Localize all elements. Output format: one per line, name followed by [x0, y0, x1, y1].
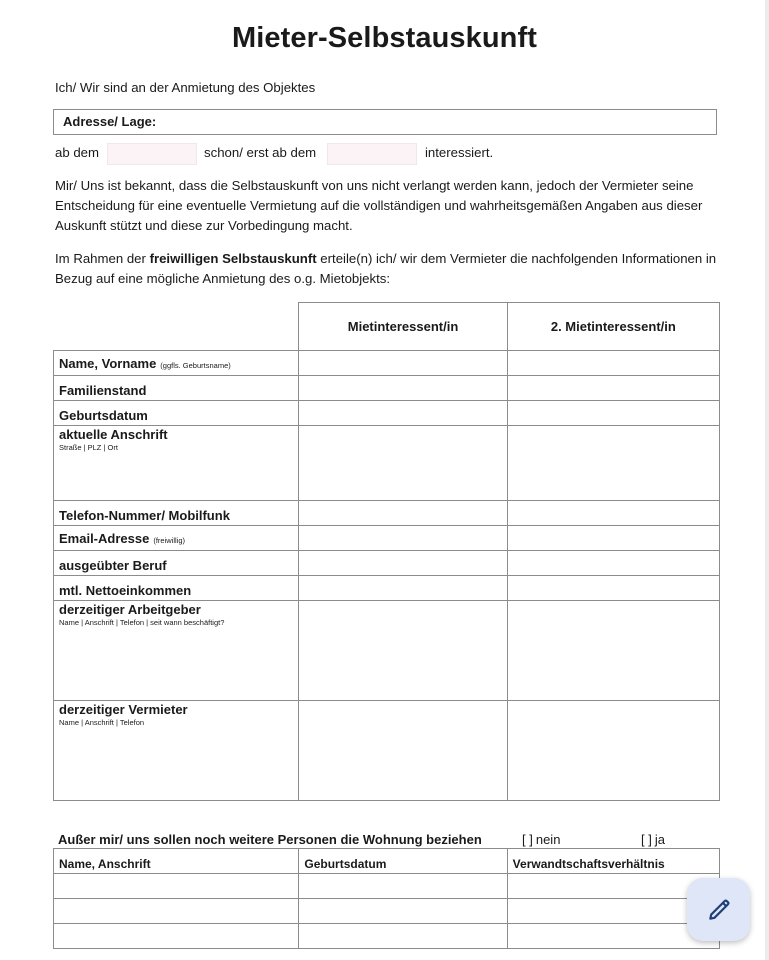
row-label-employer: [54, 601, 299, 701]
row-label-birth: [54, 401, 299, 426]
job-label: ausgeübter Beruf: [59, 558, 167, 573]
column-header-tenant-1: Mietinteressent/in: [299, 303, 507, 351]
disclaimer-paragraph: Mir/ Uns ist bekannt, dass die Selbstauskunft von uns nicht verlangt werden kann, jedoch der Vermieter seine Entscheidung für eine eventuelle Vermietung auf die vollständigen und wahrheitsgemäßen Angaben aus dieser Auskunft stützt und diese zur Vorbedingung macht.: [55, 178, 703, 233]
column-header-tenant-2: 2. Mietinteressent/in: [507, 303, 719, 351]
row-label-family: [54, 376, 299, 401]
page-title: Mieter-Selbstauskunft: [231, 22, 538, 54]
tenant-1-landlord-cell[interactable]: [299, 701, 507, 801]
landlord-label: derzeitiger Vermieter: [59, 702, 188, 717]
row-label-job: [54, 551, 299, 576]
household-question-line: [58, 831, 718, 849]
table-row: [54, 899, 720, 924]
table-row: [54, 601, 720, 701]
tenant-2-job-cell[interactable]: [507, 551, 719, 576]
tenant-2-family-cell[interactable]: [507, 376, 719, 401]
person-1-name-cell[interactable]: [54, 874, 299, 899]
date-line: [55, 143, 720, 165]
start-date-input[interactable]: [327, 143, 417, 165]
table-row: [54, 551, 720, 576]
option-no[interactable]: [522, 832, 560, 847]
tenant-1-name-cell[interactable]: [299, 351, 507, 376]
tenant-1-birth-cell[interactable]: [299, 401, 507, 426]
already-date-label: schon/ erst ab dem: [204, 145, 317, 160]
tenant-2-phone-cell[interactable]: [507, 501, 719, 526]
address-row-label: aktuelle Anschrift: [59, 427, 168, 442]
table-row: [54, 426, 720, 501]
tenant-1-job-cell[interactable]: [299, 551, 507, 576]
option-yes-label: ja: [654, 832, 665, 847]
tenant-1-income-cell[interactable]: [299, 576, 507, 601]
edit-button[interactable]: [687, 878, 750, 941]
intro-text: Ich/ Wir sind an der Anmietung des Objektes: [55, 80, 316, 95]
voluntary-text-before: Im Rahmen der: [55, 251, 150, 266]
tenant-1-phone-cell[interactable]: [299, 501, 507, 526]
tenant-2-address-cell[interactable]: [507, 426, 719, 501]
persons-header-row: [54, 849, 720, 874]
person-3-name-cell[interactable]: [54, 924, 299, 949]
table-row: [54, 376, 720, 401]
row-label-name: [54, 351, 299, 376]
persons-col-relation: Verwandtschaftsverhältnis: [507, 849, 719, 874]
table-row: [54, 351, 720, 376]
tenant-2-email-cell[interactable]: [507, 526, 719, 551]
tenant-2-birth-cell[interactable]: [507, 401, 719, 426]
birth-label: Geburtsdatum: [59, 408, 148, 423]
table-corner: [54, 303, 299, 351]
tenant-2-employer-cell[interactable]: [507, 601, 719, 701]
employer-hint: Name | Anschrift | Telefon | seit wann beschäftigt?: [59, 618, 225, 627]
email-label: Email-Adresse: [59, 531, 150, 546]
household-question: Außer mir/ uns sollen noch weitere Personen die Wohnung beziehen: [58, 832, 482, 847]
row-label-landlord: [54, 701, 299, 801]
voluntary-text-bold: freiwilligen Selbstauskunft: [149, 251, 317, 266]
employer-label: derzeitiger Arbeitgeber: [59, 602, 201, 617]
table-row: [54, 924, 720, 949]
checkbox-yes[interactable]: [ ]: [641, 832, 652, 847]
table-row: [54, 874, 720, 899]
row-label-email: [54, 526, 299, 551]
checkbox-no[interactable]: [ ]: [522, 832, 533, 847]
person-1-birth-cell[interactable]: [299, 874, 507, 899]
table-row: [54, 526, 720, 551]
tenant-1-family-cell[interactable]: [299, 376, 507, 401]
from-date-input[interactable]: [107, 143, 197, 165]
from-date-label: ab dem: [55, 145, 99, 160]
persons-col-birth: Geburtsdatum: [299, 849, 507, 874]
option-yes[interactable]: [641, 832, 665, 847]
tenant-2-name-cell[interactable]: [507, 351, 719, 376]
tenant-1-email-cell[interactable]: [299, 526, 507, 551]
page-edge: [765, 0, 769, 960]
voluntary-paragraph: [55, 249, 720, 289]
income-label: mtl. Nettoeinkommen: [59, 583, 192, 598]
voluntary-text-after: erteile(n) ich/ wir dem Vermieter die nachfolgenden Informationen in Bezug auf eine mögliche Anmietung des o.g. Mietobjekts:: [55, 251, 717, 286]
landlord-hint: Name | Anschrift | Telefon: [59, 718, 145, 727]
family-label: Familienstand: [59, 383, 147, 398]
table-row: [54, 401, 720, 426]
additional-persons-table: [53, 848, 720, 949]
row-label-phone: [54, 501, 299, 526]
table-header-row: [54, 303, 720, 351]
name-label: Name, Vorname: [59, 356, 157, 371]
address-field[interactable]: [53, 109, 717, 135]
person-2-name-cell[interactable]: [54, 899, 299, 924]
row-label-address: [54, 426, 299, 501]
email-hint: (freiwillig): [153, 536, 185, 545]
address-row-hint: Straße | PLZ | Ort: [59, 443, 118, 452]
pencil-icon: [706, 897, 732, 923]
phone-label: Telefon-Nummer/ Mobilfunk: [59, 508, 230, 523]
option-no-label: nein: [535, 832, 561, 847]
tenant-info-table: [53, 302, 720, 801]
address-label: Adresse/ Lage:: [63, 114, 157, 129]
tenant-1-employer-cell[interactable]: [299, 601, 507, 701]
name-hint: (ggfls. Geburtsname): [160, 361, 231, 370]
interested-label: interessiert.: [425, 145, 494, 160]
person-2-birth-cell[interactable]: [299, 899, 507, 924]
table-row: [54, 501, 720, 526]
tenant-1-address-cell[interactable]: [299, 426, 507, 501]
row-label-income: [54, 576, 299, 601]
person-3-birth-cell[interactable]: [299, 924, 507, 949]
persons-col-name: Name, Anschrift: [54, 849, 299, 874]
tenant-2-income-cell[interactable]: [507, 576, 719, 601]
table-row: [54, 576, 720, 601]
tenant-2-landlord-cell[interactable]: [507, 701, 719, 801]
table-row: [54, 701, 720, 801]
